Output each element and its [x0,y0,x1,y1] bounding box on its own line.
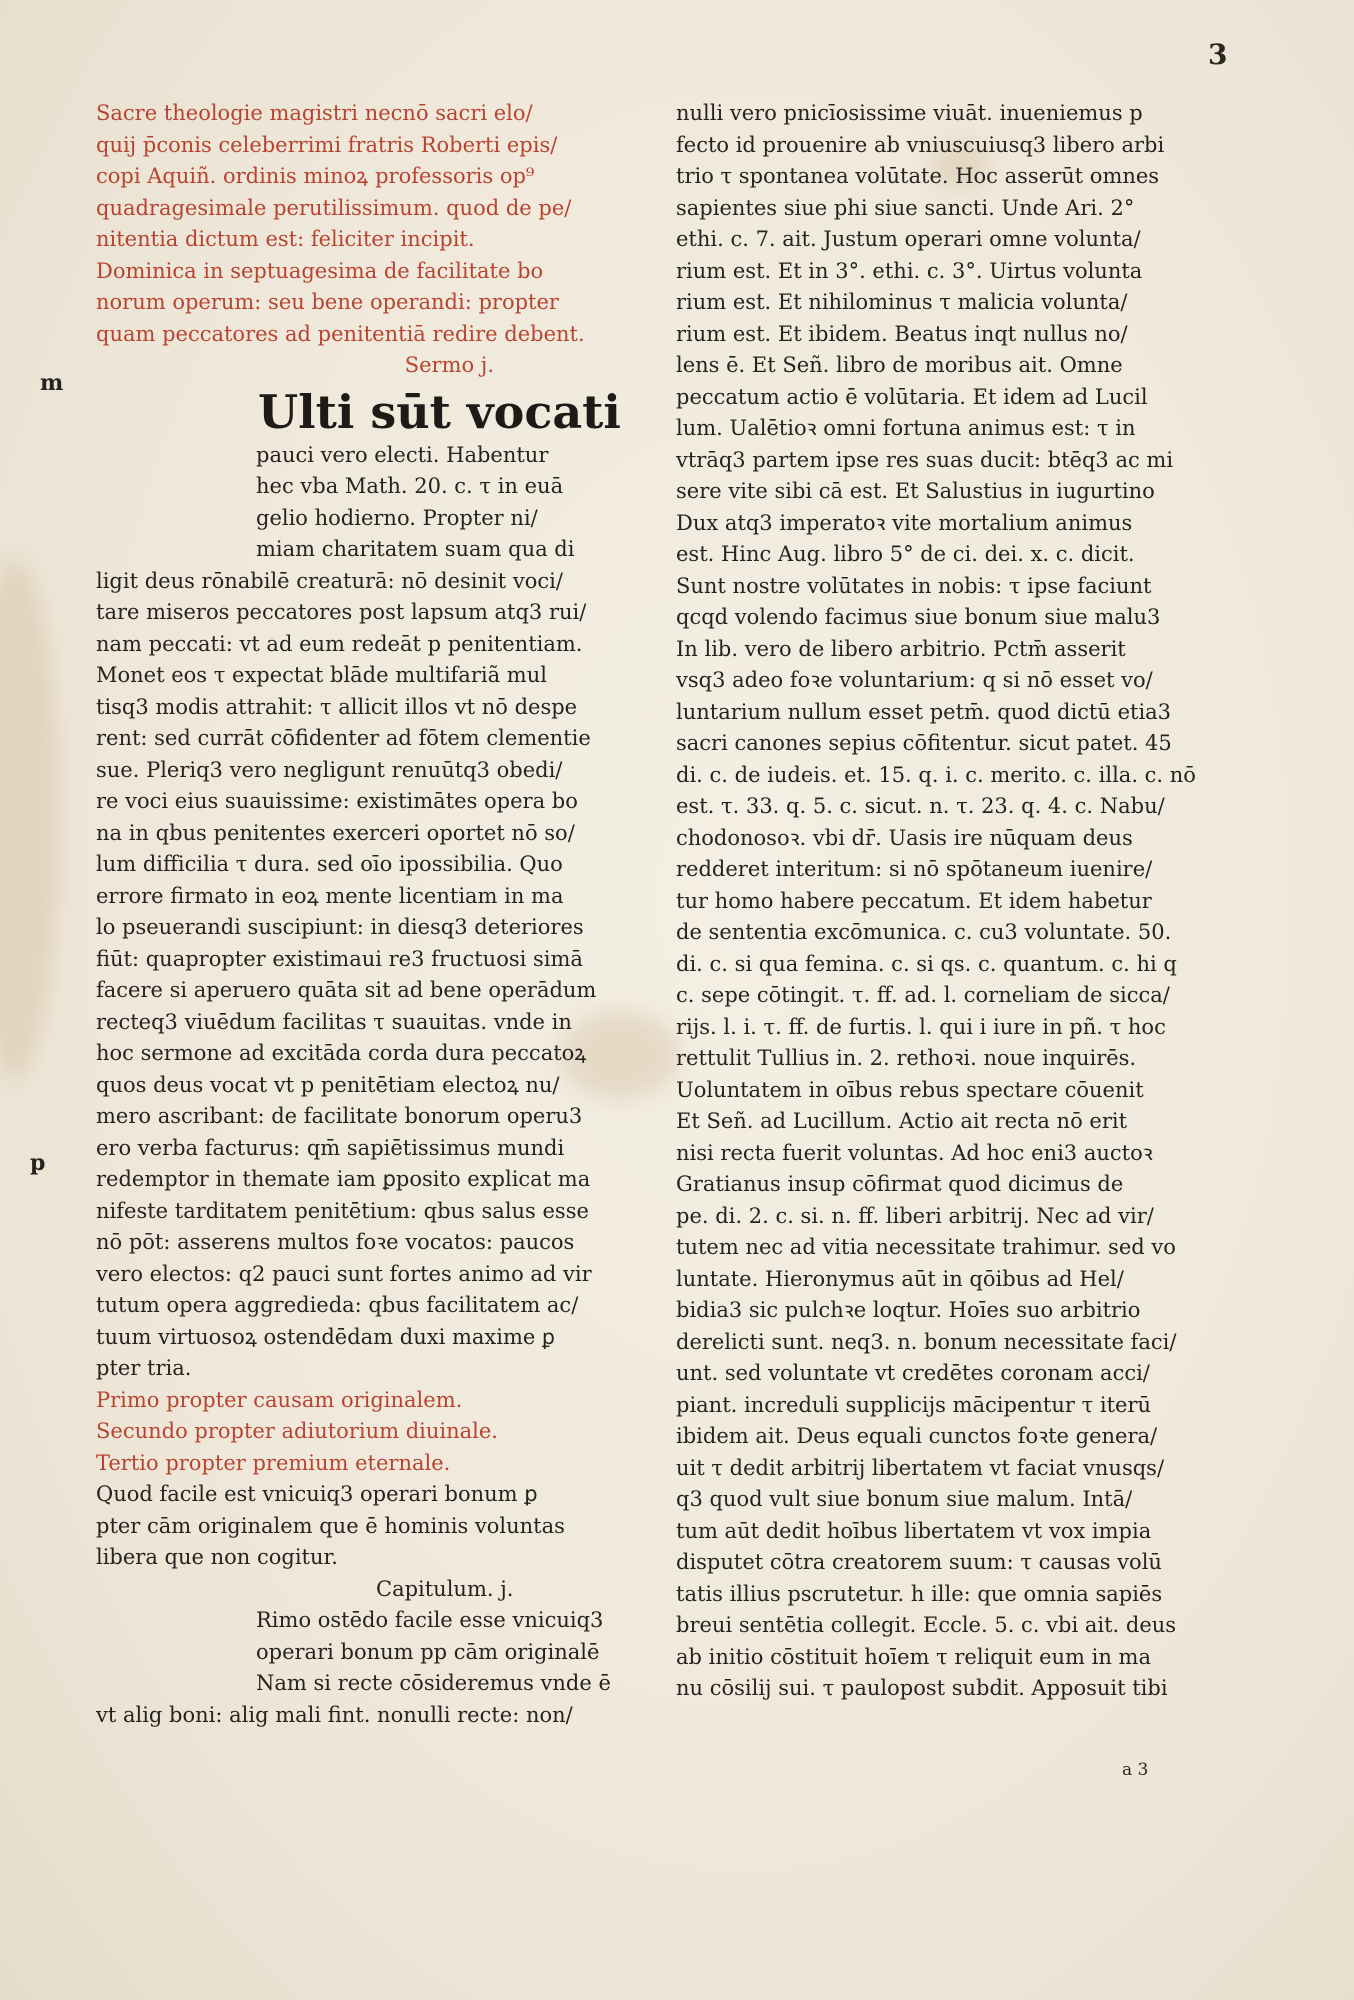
guide-letter: p [30,1150,46,1176]
text-line: quij p̄conis celeberrimi fratris Roberti epis/ [96,132,558,157]
text-line: sere vite sibi cā est. Et Salustius in iugurtino [676,479,1155,503]
text-line: derelicti sunt. neq3. n. bonum necessitate faci/ [676,1329,1177,1354]
text-line: Rimo ostēdo facile esse vnicuiq3 [256,1608,604,1632]
water-stain [0,560,60,1080]
text-line: est. τ. 33. q. 5. c. sicut. n. τ. 23. q. 4. c. Nabu/ [676,794,1165,818]
text-line: pauci vero electi. Habentur [256,442,549,467]
sermo-label: Sermo j. [404,353,494,377]
text-line: nitentia dictum est: feliciter incipit. [96,227,475,251]
text-line: disputet cōtra creatorem suum: τ causas volū [676,1550,1162,1574]
text-line: Secundo propter adiutorium diuinale. [96,1419,498,1443]
text-line: tutum opera aggredieda: qbus facilitatem ac/ [96,1293,579,1317]
text-line: rent: sed currāt cōfidenter ad fōtem clementie [96,726,591,750]
text-line: unt. sed voluntate vt credētes coronam acci/ [676,1361,1150,1385]
text-line: Sacre theologie magistri necnō sacri elo/ [96,101,533,125]
text-line: Gratianus insup cōfirmat quod dicimus de [676,1172,1124,1196]
text-line: tuum virtuosoꝝ ostendēdam duxi maxime ꝑ [96,1324,555,1349]
text-line: est. Hinc Aug. libro 5° de ci. dei. x. c. dicit. [676,542,1135,566]
text-line: pe. di. 2. c. si. n. ff. liberi arbitrij. Nec ad vir/ [676,1203,1154,1228]
text-line: lens ē. Et Señ. libro de moribus ait. Omne [676,353,1123,377]
text-line: sue. Pleriq3 vero negligunt renuūtq3 obedi/ [96,757,563,782]
text-line: sacri canones sepius cōfitentur. sicut patet. 45 [676,731,1172,755]
text-line: quam peccatores ad penitentiā redire debent. [96,321,585,346]
chapter-label: Capitulum. j. [376,1576,514,1601]
text-line: rium est. Et nihilominus τ malicia volunta/ [676,290,1128,314]
text-line: bidia3 sic pulchꝛe loqtur. Hoīes suo arbitrio [676,1298,1141,1322]
text-line: Dux atq3 imperatoꝛ vite mortalium animus [676,510,1133,535]
text-line: nifeste tarditatem penitētium: qbus salus esse [96,1198,589,1223]
text-line: rium est. Et ibidem. Beatus inqt nullus no/ [676,321,1128,346]
indented-text [96,440,644,566]
text-line: Primo propter causam originalem. [96,1387,463,1412]
text-line: ethi. c. 7. ait. Justum operari omne volunta/ [676,227,1141,251]
text-line: breui sentētia collegit. Eccle. 5. c. vbi ait. deus [676,1613,1177,1637]
text-line: pter cām originalem que ē hominis voluntas [96,1513,565,1538]
text-line: tare miseros peccatores post lapsum atq3 rui/ [96,600,587,624]
text-line: mero ascribant: de facilitate bonorum operu3 [96,1104,583,1128]
text-line: vsq3 adeo foꝛe voluntarium: q si nō esset vo/ [676,668,1153,692]
text-line: fiūt: quapropter existimaui re3 fructuosi simā [96,946,583,971]
text-line: tutem nec ad vitia necessitate trahimur. sed vo [676,1235,1176,1259]
text-line: fecto id prouenire ab vniuscuiusq3 libero arbi [676,132,1165,157]
text-line: vt alig boni: alig mali fint. nonulli recte: non/ [96,1702,573,1727]
text-line: hoc sermone ad excitāda corda dura peccatoꝝ [96,1041,587,1065]
text-line: miam charitatem suam qua di [256,537,575,561]
right-column [676,98,1230,1705]
text-line: hec vba Math. 20. c. τ in euā [256,474,564,498]
text-line: quadragesimale perutilissimum. quod de pe/ [96,195,572,220]
text-line: peccatum actio ē volūtaria. Et idem ad Lucil [676,384,1148,409]
text-line: rettulit Tullius in. 2. rethoꝛi. noue inquirēs. [676,1046,1137,1070]
text-line: facere si aperuero quāta sit ad bene operādum [96,978,597,1002]
signature-mark: a 3 [1122,1760,1149,1780]
text-line: ab initio cōstituit hoīem τ reliquit eum in ma [676,1644,1151,1669]
text-line: de sententia excōmunica. c. cu3 voluntate. 50. [676,920,1172,944]
text-line: Quod facile est vnicuiq3 operari bonum ꝑ [96,1482,538,1506]
guide-letter: m [40,370,64,396]
text-line: redemptor in themate iam ꝑposito explicat ma [96,1167,591,1191]
text-line: tisq3 modis attrahit: τ allicit illos vt nō despe [96,694,578,719]
text-line: copi Aquiñ. ordinis minoꝝ professoris op⁹ [96,164,535,188]
text-line: Uoluntatem in oībus rebus spectare cōuenit [676,1077,1144,1102]
text-line: na in qbus penitentes exerceri oportet nō so/ [96,820,575,845]
text-line: piant. increduli supplicijs mācipentur τ iterū [676,1392,1152,1417]
incipit-heading: Ulti sūt vocati [258,384,621,439]
text-line: errore firmato in eoꝝ mente licentiam in ma [96,883,564,908]
text-line: norum operum: seu bene operandi: propter [96,290,559,314]
text-line: nam peccati: vt ad eum redeāt p penitentiam. [96,631,583,656]
text-line: quos deus vocat vt p penitētiam electoꝝ nu/ [96,1072,560,1097]
text-line: nō pōt: asserens multos foꝛe vocatos: paucos [96,1230,575,1254]
text-line: luntate. Hieronymus aūt in qōibus ad Hel/ [676,1266,1124,1291]
text-line: Sunt nostre volūtates in nobis: τ ipse faciunt [676,573,1152,598]
text-line: redderet interitum: si nō spōtaneum iuenire/ [676,857,1153,881]
text-line: Nam si recte cōsideremus vnde ē [256,1671,611,1695]
text-line: Monet eos τ expectat blāde multifariã mul [96,663,547,687]
text-line: rijs. l. i. τ. ff. de furtis. l. qui i iure in pñ. τ hoc [676,1014,1166,1039]
text-line: operari bonum pp cām originalē [256,1639,600,1664]
text-line: di. c. si qua femina. c. si qs. c. quantum. c. hi q [676,951,1177,976]
text-line: ero verba facturus: qm̄ sapiētissimus mundi [96,1135,565,1160]
text-line: tum aūt dedit hoībus libertatem vt vox impia [676,1518,1152,1543]
text-line: tatis illius pscrutetur. h ille: que omnia sapiēs [676,1581,1163,1606]
text-line: Dominica in septuagesima de facilitate bo [96,258,544,283]
text-line: In lib. vero de libero arbitrio. Pctm̄ asserit [676,636,1126,661]
text-line: nu cōsilij sui. τ paulopost subdit. Apposuit tibi [676,1676,1168,1700]
text-line: luntarium nullum esset petm̄. quod dictū etia3 [676,699,1172,724]
text-line: re voci eius suauissime: existimātes opera bo [96,789,578,813]
text-line: qcqd volendo facimus siue bonum siue malu3 [676,605,1161,629]
body-text [96,566,644,1385]
text-line: lum difficilia τ dura. sed oīo ipossibilia. Quo [96,852,563,876]
chapter-opening-text [96,1605,644,1700]
text-line: di. c. de iudeis. et. 15. q. i. c. merito. c. illa. c. nō [676,762,1196,787]
right-column-text [676,98,1230,1705]
text-line: nulli vero pnicīosissime viuāt. inueniemus p [676,101,1143,125]
text-line: trio τ spontanea volūtate. Hoc asserūt omnes [676,164,1160,188]
text-line: ibidem ait. Deus equali cunctos foꝛte genera/ [676,1424,1158,1448]
chapter-title [96,1479,644,1574]
text-line: q3 quod vult siue bonum siue malum. Intā/ [676,1487,1133,1511]
text-line: recteq3 viuēdum facilitas τ suauitas. vnde in [96,1009,572,1034]
left-column [96,98,644,1731]
text-line: Et Señ. ad Lucillum. Actio ait recta nō erit [676,1109,1128,1133]
text-line: lum. Ualētioꝛ omni fortuna animus est: τ in [676,416,1136,440]
text-line: ligit deus rōnabilē creaturā: nō desinit voci/ [96,568,563,593]
text-line: Tertio propter premium eternale. [96,1450,451,1475]
rubric-heading [96,98,644,350]
text-line: libera que non cogitur. [96,1545,338,1569]
text-line: sapientes siue phi siue sancti. Unde Ari. 2° [676,195,1135,220]
text-line: uit τ dedit arbitrij libertatem vt faciat vnusqs/ [676,1455,1165,1480]
text-line: vtrāq3 partem ipse res suas ducit: btēq3 ac mi [676,447,1174,472]
text-line: tur homo habere peccatum. Et idem habetur [676,888,1152,913]
text-line: chodonosoꝛ. vbi dr̄. Uasis ire nūquam deus [676,825,1133,850]
text-line: gelio hodierno. Propter ni/ [256,505,538,530]
division-list [96,1385,644,1480]
text-line: lo pseuerandi suscipiunt: in diesq3 deteriores [96,915,584,939]
folio-number: 3 [1208,38,1228,71]
text-line: vero electos: q2 pauci sunt fortes animo ad vir [96,1261,592,1286]
text-line: nisi recta fuerit voluntas. Ad hoc eni3 auctoꝛ [676,1140,1153,1165]
text-line: rium est. Et in 3°. ethi. c. 3°. Uirtus volunta [676,258,1143,283]
text-line: c. sepe cōtingit. τ. ff. ad. l. corneliam de sicca/ [676,983,1170,1007]
text-line: pter tria. [96,1356,192,1380]
